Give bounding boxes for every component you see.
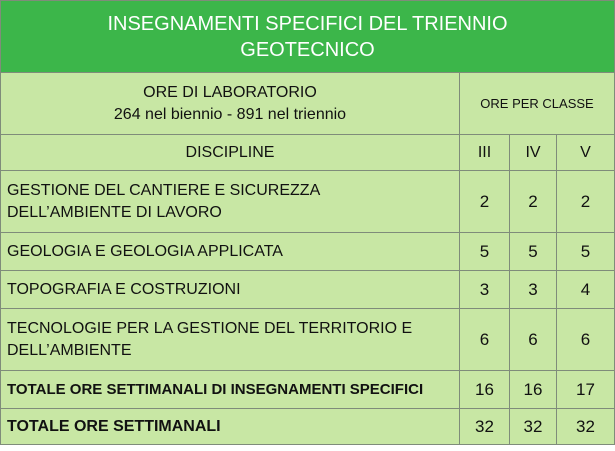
weekly-total-v: 32 [557, 409, 615, 445]
hours-per-class-header: ORE PER CLASSE [460, 73, 615, 135]
class-iv-header: IV [510, 135, 557, 171]
laboratory-row [1, 73, 615, 135]
hours-iv: 5 [510, 233, 557, 271]
weekly-total-row [1, 409, 615, 445]
hours-iv: 2 [510, 171, 557, 233]
column-header-row [1, 135, 615, 171]
subject-name [1, 309, 460, 371]
title-line-1: INSEGNAMENTI SPECIFICI DEL TRIENNIO [107, 12, 508, 35]
weekly-total-iv: 32 [510, 409, 557, 445]
subject-name-line-2: DELL’AMBIENTE [7, 341, 132, 359]
subject-name-line-2: DELL’AMBIENTE DI LAVORO [7, 203, 222, 221]
subject-name: GEOLOGIA E GEOLOGIA APPLICATA [1, 233, 460, 271]
subject-name [1, 171, 460, 233]
specific-total-v: 17 [557, 371, 615, 409]
hours-iii: 6 [460, 309, 510, 371]
hours-v: 2 [557, 171, 615, 233]
title-row [1, 1, 615, 73]
specific-total-label: TOTALE ORE SETTIMANALI DI INSEGNAMENTI SPECIFICI [1, 371, 460, 409]
class-iii-header: III [460, 135, 510, 171]
hours-v: 6 [557, 309, 615, 371]
hours-iv: 6 [510, 309, 557, 371]
weekly-total-label: TOTALE ORE SETTIMANALI [1, 409, 460, 445]
specific-total-row [1, 371, 615, 409]
hours-iii: 3 [460, 271, 510, 309]
table-title [1, 1, 615, 73]
subject-name-line-1: GESTIONE DEL CANTIERE E SICUREZZA [7, 181, 321, 199]
class-v-header: V [557, 135, 615, 171]
specific-total-iv: 16 [510, 371, 557, 409]
table-row [1, 271, 615, 309]
hours-iii: 2 [460, 171, 510, 233]
specific-total-iii: 16 [460, 371, 510, 409]
laboratory-cell [1, 73, 460, 135]
hours-iv: 3 [510, 271, 557, 309]
laboratory-label: ORE DI LABORATORIO [143, 83, 317, 101]
weekly-total-iii: 32 [460, 409, 510, 445]
hours-iii: 5 [460, 233, 510, 271]
table-row [1, 171, 615, 233]
hours-v: 4 [557, 271, 615, 309]
subject-name: TOPOGRAFIA E COSTRUZIONI [1, 271, 460, 309]
laboratory-detail: 264 nel biennio - 891 nel triennio [113, 105, 347, 123]
hours-v: 5 [557, 233, 615, 271]
table-row [1, 309, 615, 371]
title-line-2: GEOTECNICO [240, 38, 375, 61]
disciplines-header: DISCIPLINE [1, 135, 460, 171]
table-row [1, 233, 615, 271]
subject-name-line-1: TECNOLOGIE PER LA GESTIONE DEL TERRITORIO E [7, 319, 413, 337]
